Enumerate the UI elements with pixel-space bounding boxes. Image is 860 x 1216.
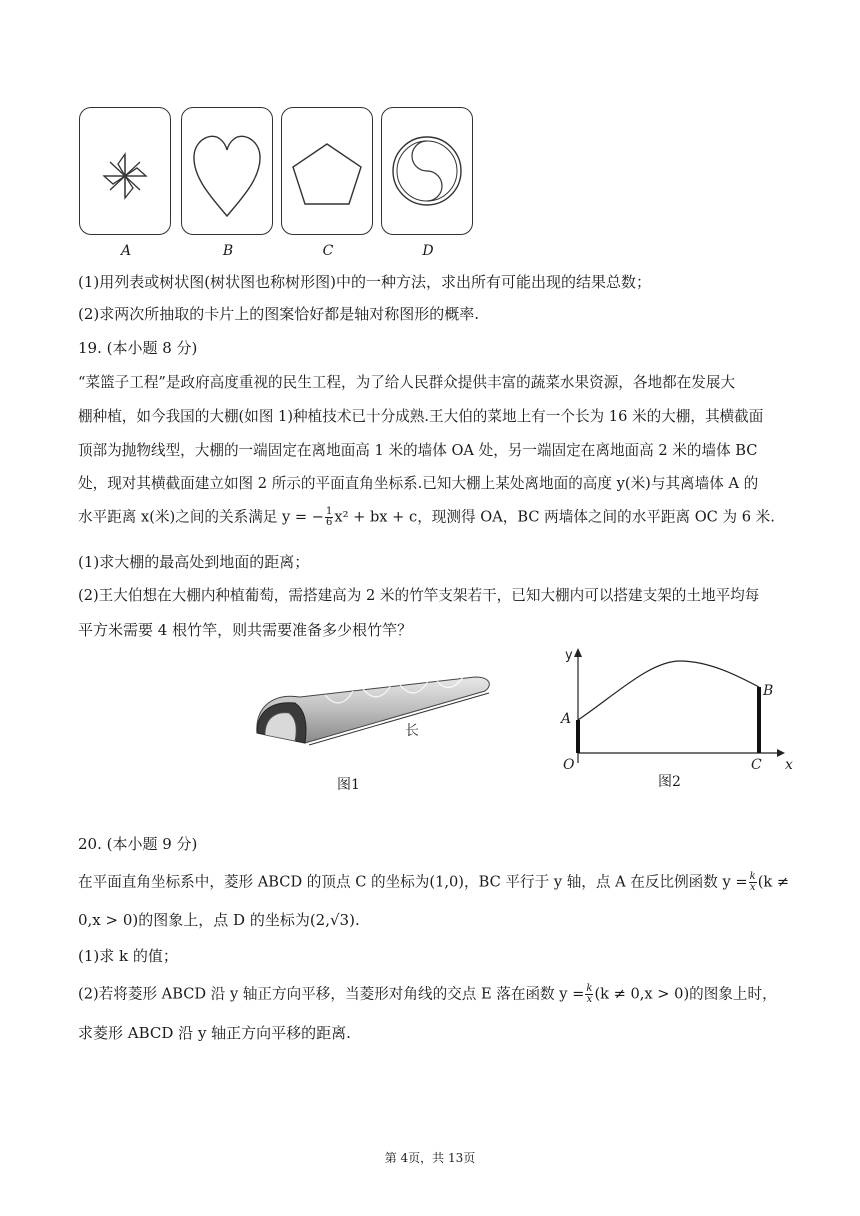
pinwheel-icon <box>80 108 170 234</box>
q20-fraction-numerator: k <box>749 871 756 882</box>
origin-label: O <box>563 757 575 773</box>
wall-oa <box>576 720 580 753</box>
heart-icon <box>182 108 272 234</box>
q19-paragraph-3: 顶部为抛物线型，大棚的一端固定在离地面高 1 米的墙体 OA 处，另一端固定在离地面高 2 米的墙体 BC <box>78 442 758 459</box>
parabola-curve <box>578 661 759 720</box>
parabola-coordinate-figure <box>555 643 795 773</box>
q18-part1: (1)用列表或树状图(树状图也称树形图)中的一种方法，求出所有可能出现的结果总数； <box>78 273 651 291</box>
card-a <box>79 107 171 235</box>
card-c <box>281 107 373 235</box>
q20-fraction-denominator: x <box>749 882 756 893</box>
q19-formula-prefix: 水平距离 x(米)之间的关系满足 y = − <box>78 508 324 526</box>
card-b <box>181 107 273 235</box>
card-label-b: B <box>222 243 234 259</box>
q19-paragraph-4: 处，现对其横截面建立如图 2 所示的平面直角坐标系.已知大棚上某处离地面的高度 y(米)与其离墙体 A 的 <box>78 475 759 492</box>
q19-part1: (1)求大棚的最高处到地面的距离； <box>78 553 310 571</box>
q20-paragraph-2: 0,x > 0)的图象上，点 D 的坐标为(2,√3). <box>78 911 360 929</box>
figure-1-caption: 图1 <box>337 777 360 793</box>
q20-part2-fraction-denominator: x <box>586 994 593 1005</box>
q20-part2a-suffix: (k ≠ 0,x > 0)的图象上时， <box>594 985 777 1003</box>
greenhouse-length-label: 长 <box>405 723 419 739</box>
q19-header: 19. (本小题 8 分) <box>78 339 198 357</box>
point-c-label: C <box>751 757 762 773</box>
q19-part2b: 平方米需要 4 根竹竿，则共需要准备多少根竹竿？ <box>78 621 413 639</box>
q18-part2: (2)求两次所抽取的卡片上的图案恰好都是轴对称图形的概率. <box>78 305 480 323</box>
q19-fraction-denominator: 6 <box>326 517 333 528</box>
y-axis-label: y <box>565 648 573 663</box>
q19-paragraph-2: 棚种植，如今我国的大棚(如图 1)种植技术已十分成熟.王大伯的菜地上有一个长为 16 米的大棚，其横截面 <box>78 408 764 425</box>
wall-bc <box>757 687 761 753</box>
card-d <box>381 107 473 235</box>
point-a-label: A <box>561 711 572 727</box>
q20-paragraph-1-suffix: (k ≠ <box>757 873 790 891</box>
pentagon-icon <box>282 108 372 234</box>
q19-part2a: (2)王大伯想在大棚内种植葡萄，需搭建高为 2 米的竹竿支架若干，已知大棚内可以搭建支架的土地平均每 <box>78 587 760 604</box>
q20-header: 20. (本小题 9 分) <box>78 835 198 853</box>
x-axis-arrow-icon <box>777 749 785 757</box>
q19-paragraph-1: “菜篮子工程”是政府高度重视的民生工程，为了给人民群众提供丰富的蔬菜水果资源，各地都在发展大 <box>78 374 736 391</box>
q20-part2-fraction-numerator: k <box>586 983 593 994</box>
card-label-c: C <box>322 243 334 259</box>
q20-paragraph-1 <box>78 872 789 893</box>
q19-fraction-numerator: 1 <box>326 506 333 517</box>
q19-fraction <box>325 507 333 528</box>
q20-part2-fraction <box>585 984 593 1005</box>
card-label-a: A <box>120 243 132 259</box>
q20-part1: (1)求 k 的值； <box>78 947 178 965</box>
figure-2-caption: 图2 <box>658 774 681 790</box>
page-footer: 第 4页，共 13页 <box>384 1151 476 1165</box>
greenhouse-figure <box>245 655 495 755</box>
x-axis-label: x <box>785 757 793 773</box>
q20-fraction <box>749 872 757 893</box>
q20-part2a <box>78 984 777 1005</box>
q20-part2a-prefix: (2)若将菱形 ABCD 沿 y 轴正方向平移，当菱形对角线的交点 E 落在函数 y = <box>78 985 585 1003</box>
q19-paragraph-5 <box>78 507 775 528</box>
point-b-label: B <box>763 683 774 699</box>
y-axis-arrow-icon <box>574 648 582 657</box>
q20-part2b: 求菱形 ABCD 沿 y 轴正方向平移的距离. <box>78 1024 351 1042</box>
q19-formula-suffix: x² + bx + c，现测得 OA，BC 两墙体之间的水平距离 OC 为 6 米. <box>334 508 775 526</box>
yin-yang-icon <box>382 108 472 234</box>
card-label-d: D <box>422 243 434 259</box>
q20-paragraph-1-prefix: 在平面直角坐标系中，菱形 ABCD 的顶点 C 的坐标为(1,0)，BC 平行于 y 轴，点 A 在反比例函数 y = <box>78 873 748 891</box>
